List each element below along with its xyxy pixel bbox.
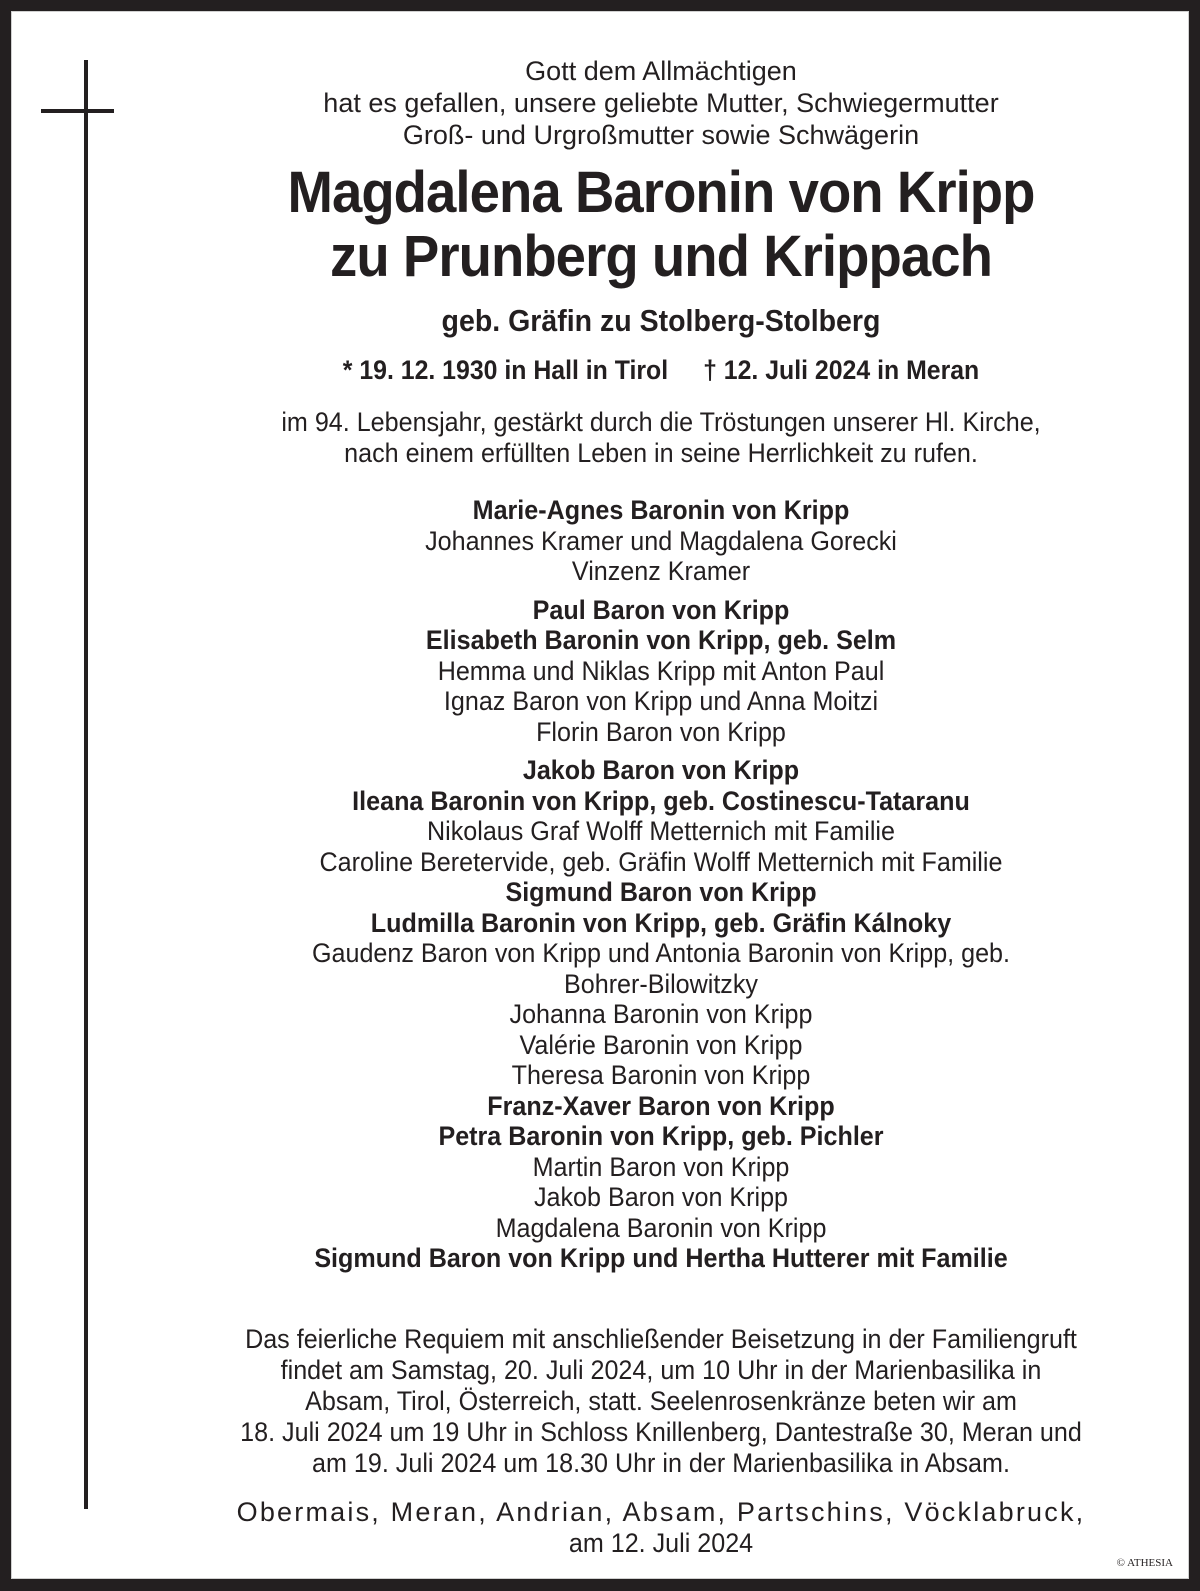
mourner-group (168, 755, 1154, 877)
places-line: Obermais, Meran, Andrian, Absam, Partschins, Vöcklabruck, (236, 1497, 1086, 1527)
mourner: Bohrer-Bilowitzky (564, 968, 758, 999)
mourners-list (168, 495, 1154, 1274)
mourner-group (168, 495, 1154, 587)
mourner-primary: Sigmund Baron von Kripp und Hertha Hutterer mit Familie (314, 1243, 1008, 1273)
life-statement (168, 407, 1154, 469)
mourner: Gaudenz Baron von Kripp und Antonia Baronin von Kripp, geb. (312, 938, 1010, 968)
funeral-service-info (168, 1324, 1154, 1479)
mourner: Caroline Beretervide, geb. Gräfin Wolff Metternich mit Familie (319, 846, 1003, 877)
mourner-group (168, 1091, 1154, 1244)
life-line: nach einem erfüllten Leben in seine Herrlichkeit zu rufen. (344, 438, 978, 468)
cross-icon (84, 60, 88, 1509)
service-line: am 19. Juli 2024 um 18.30 Uhr in der Marienbasilika in Absam. (312, 1448, 1010, 1478)
obituary-notice (11, 11, 1189, 1579)
service-line: findet am Samstag, 20. Juli 2024, um 10 Uhr in der Marienbasilika in (280, 1355, 1042, 1385)
mourner: Magdalena Baronin von Kripp (495, 1212, 827, 1243)
mourner-primary: Paul Baron von Kripp (532, 594, 790, 625)
deceased-name-line: Magdalena Baronin von Kripp (287, 160, 1035, 225)
notice-date: am 12. Juli 2024 (568, 1528, 754, 1558)
service-line: Das feierliche Requiem mit anschließender Beisetzung in der Familiengruft (245, 1324, 1077, 1354)
mourner-group (168, 1243, 1154, 1274)
mourner-primary: Sigmund Baron von Kripp (505, 877, 817, 907)
mourner-primary: Franz-Xaver Baron von Kripp (487, 1090, 835, 1121)
mourner: Vinzenz Kramer (571, 556, 751, 586)
birth-date: * 19. 12. 1930 in Hall in Tirol (342, 355, 669, 385)
life-dates (173, 355, 1148, 386)
copyright-label: © ATHESIA (1116, 1557, 1173, 1569)
mourner-primary: Ludmilla Baronin von Kripp, geb. Gräfin Kálnoky (370, 907, 952, 938)
mourner: Florin Baron von Kripp (536, 716, 786, 747)
mourner-primary: Marie-Agnes Baronin von Kripp (472, 495, 850, 525)
places-and-date (131, 1497, 1191, 1559)
mourner: Theresa Baronin von Kripp (511, 1060, 811, 1090)
mourner-primary: Jakob Baron von Kripp (522, 755, 800, 785)
intro-line: hat es gefallen, unsere geliebte Mutter, Schwiegermutter (323, 88, 999, 118)
deceased-name (163, 161, 1159, 289)
mourner-group (168, 877, 1154, 1091)
mourner-group (168, 595, 1154, 748)
mourner: Nikolaus Graf Wolff Metternich mit Familie (427, 816, 895, 846)
intro-line: Groß- und Urgroßmutter sowie Schwägerin (402, 120, 920, 150)
service-line: 18. Juli 2024 um 19 Uhr in Schloss Knillenberg, Dantestraße 30, Meran und (240, 1417, 1082, 1447)
mourner: Hemma und Niklas Kripp mit Anton Paul (437, 655, 885, 686)
service-line: Absam, Tirol, Österreich, statt. Seelenrosenkränze beten wir am (305, 1386, 1017, 1416)
intro-text (131, 55, 1191, 151)
mourner: Ignaz Baron von Kripp und Anna Moitzi (443, 686, 879, 716)
mourner: Johannes Kramer und Magdalena Gorecki (425, 525, 897, 556)
mourner-primary: Elisabeth Baronin von Kripp, geb. Selm (425, 625, 897, 655)
mourner: Valérie Baronin von Kripp (519, 1029, 803, 1060)
death-date: † 12. Juli 2024 in Meran (703, 355, 980, 385)
mourner-primary: Petra Baronin von Kripp, geb. Pichler (438, 1121, 884, 1151)
mourner: Jakob Baron von Kripp (533, 1182, 789, 1212)
mourner: Martin Baron von Kripp (532, 1151, 790, 1182)
cross-icon-crossbar (41, 109, 114, 113)
life-line: im 94. Lebensjahr, gestärkt durch die Tröstungen unserer Hl. Kirche, (281, 407, 1041, 437)
birth-name: geb. Gräfin zu Stolberg-Stolberg (441, 303, 881, 338)
mourner-primary: Ileana Baronin von Kripp, geb. Costinescu-Tataranu (352, 785, 970, 816)
intro-line: Gott dem Allmächtigen (525, 56, 797, 86)
mourner: Johanna Baronin von Kripp (509, 999, 813, 1029)
deceased-name-line: zu Prunberg und Krippach (330, 224, 992, 289)
